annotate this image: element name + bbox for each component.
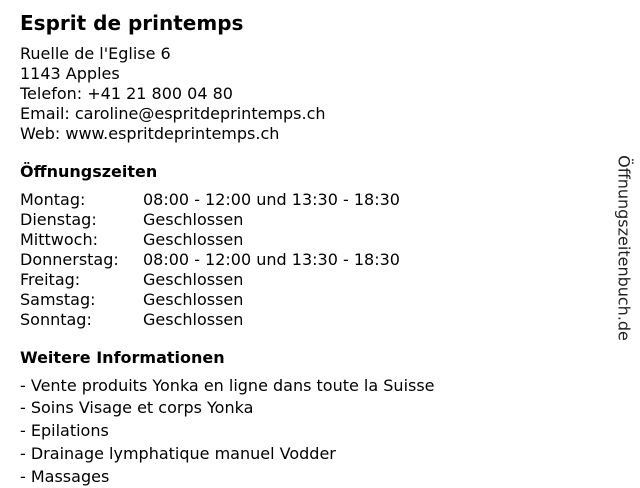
hours-row-sunday	[20, 310, 600, 330]
day-label: Freitag:	[20, 270, 81, 289]
info-item: - Epilations	[20, 421, 109, 440]
info-list	[20, 376, 600, 488]
info-item: - Massages	[20, 467, 110, 486]
hours-title: Öffnungszeiten	[20, 162, 158, 181]
info-item: - Vente produits Yonka en ligne dans toute la Suisse	[20, 376, 435, 395]
time-value: Geschlossen	[143, 270, 244, 289]
site-watermark: Öffnungszeitenbuch.de	[614, 155, 634, 341]
hours-table	[20, 190, 600, 330]
email-line[interactable]: Email: caroline@espritdeprintemps.ch	[20, 104, 326, 123]
day-label: Mittwoch:	[20, 230, 98, 249]
hours-row-monday	[20, 190, 600, 210]
phone-line[interactable]: Telefon: +41 21 800 04 80	[20, 84, 233, 103]
day-label: Sonntag:	[20, 310, 92, 329]
time-value: Geschlossen	[143, 310, 244, 329]
hours-row-saturday	[20, 290, 600, 310]
info-item: - Soins Visage et corps Yonka	[20, 398, 254, 417]
time-value: 08:00 - 12:00 und 13:30 - 18:30	[143, 190, 400, 209]
time-value: Geschlossen	[143, 290, 244, 309]
time-value: Geschlossen	[143, 210, 244, 229]
web-line[interactable]: Web: www.espritdeprintemps.ch	[20, 124, 280, 143]
time-value: Geschlossen	[143, 230, 244, 249]
business-card	[20, 10, 600, 488]
hours-row-friday	[20, 270, 600, 290]
day-label: Montag:	[20, 190, 86, 209]
hours-row-thursday	[20, 250, 600, 270]
street-address: Ruelle de l'Eglise 6	[20, 44, 171, 63]
business-name: Esprit de printemps	[20, 11, 244, 35]
day-label: Donnerstag:	[20, 250, 119, 269]
time-value: 08:00 - 12:00 und 13:30 - 18:30	[143, 250, 400, 269]
info-item: - Drainage lymphatique manuel Vodder	[20, 444, 336, 463]
contact-block	[20, 44, 600, 144]
day-label: Samstag:	[20, 290, 96, 309]
day-label: Dienstag:	[20, 210, 97, 229]
info-title: Weitere Informationen	[20, 348, 225, 367]
hours-row-wednesday	[20, 230, 600, 250]
city-address: 1143 Apples	[20, 64, 120, 83]
hours-row-tuesday	[20, 210, 600, 230]
